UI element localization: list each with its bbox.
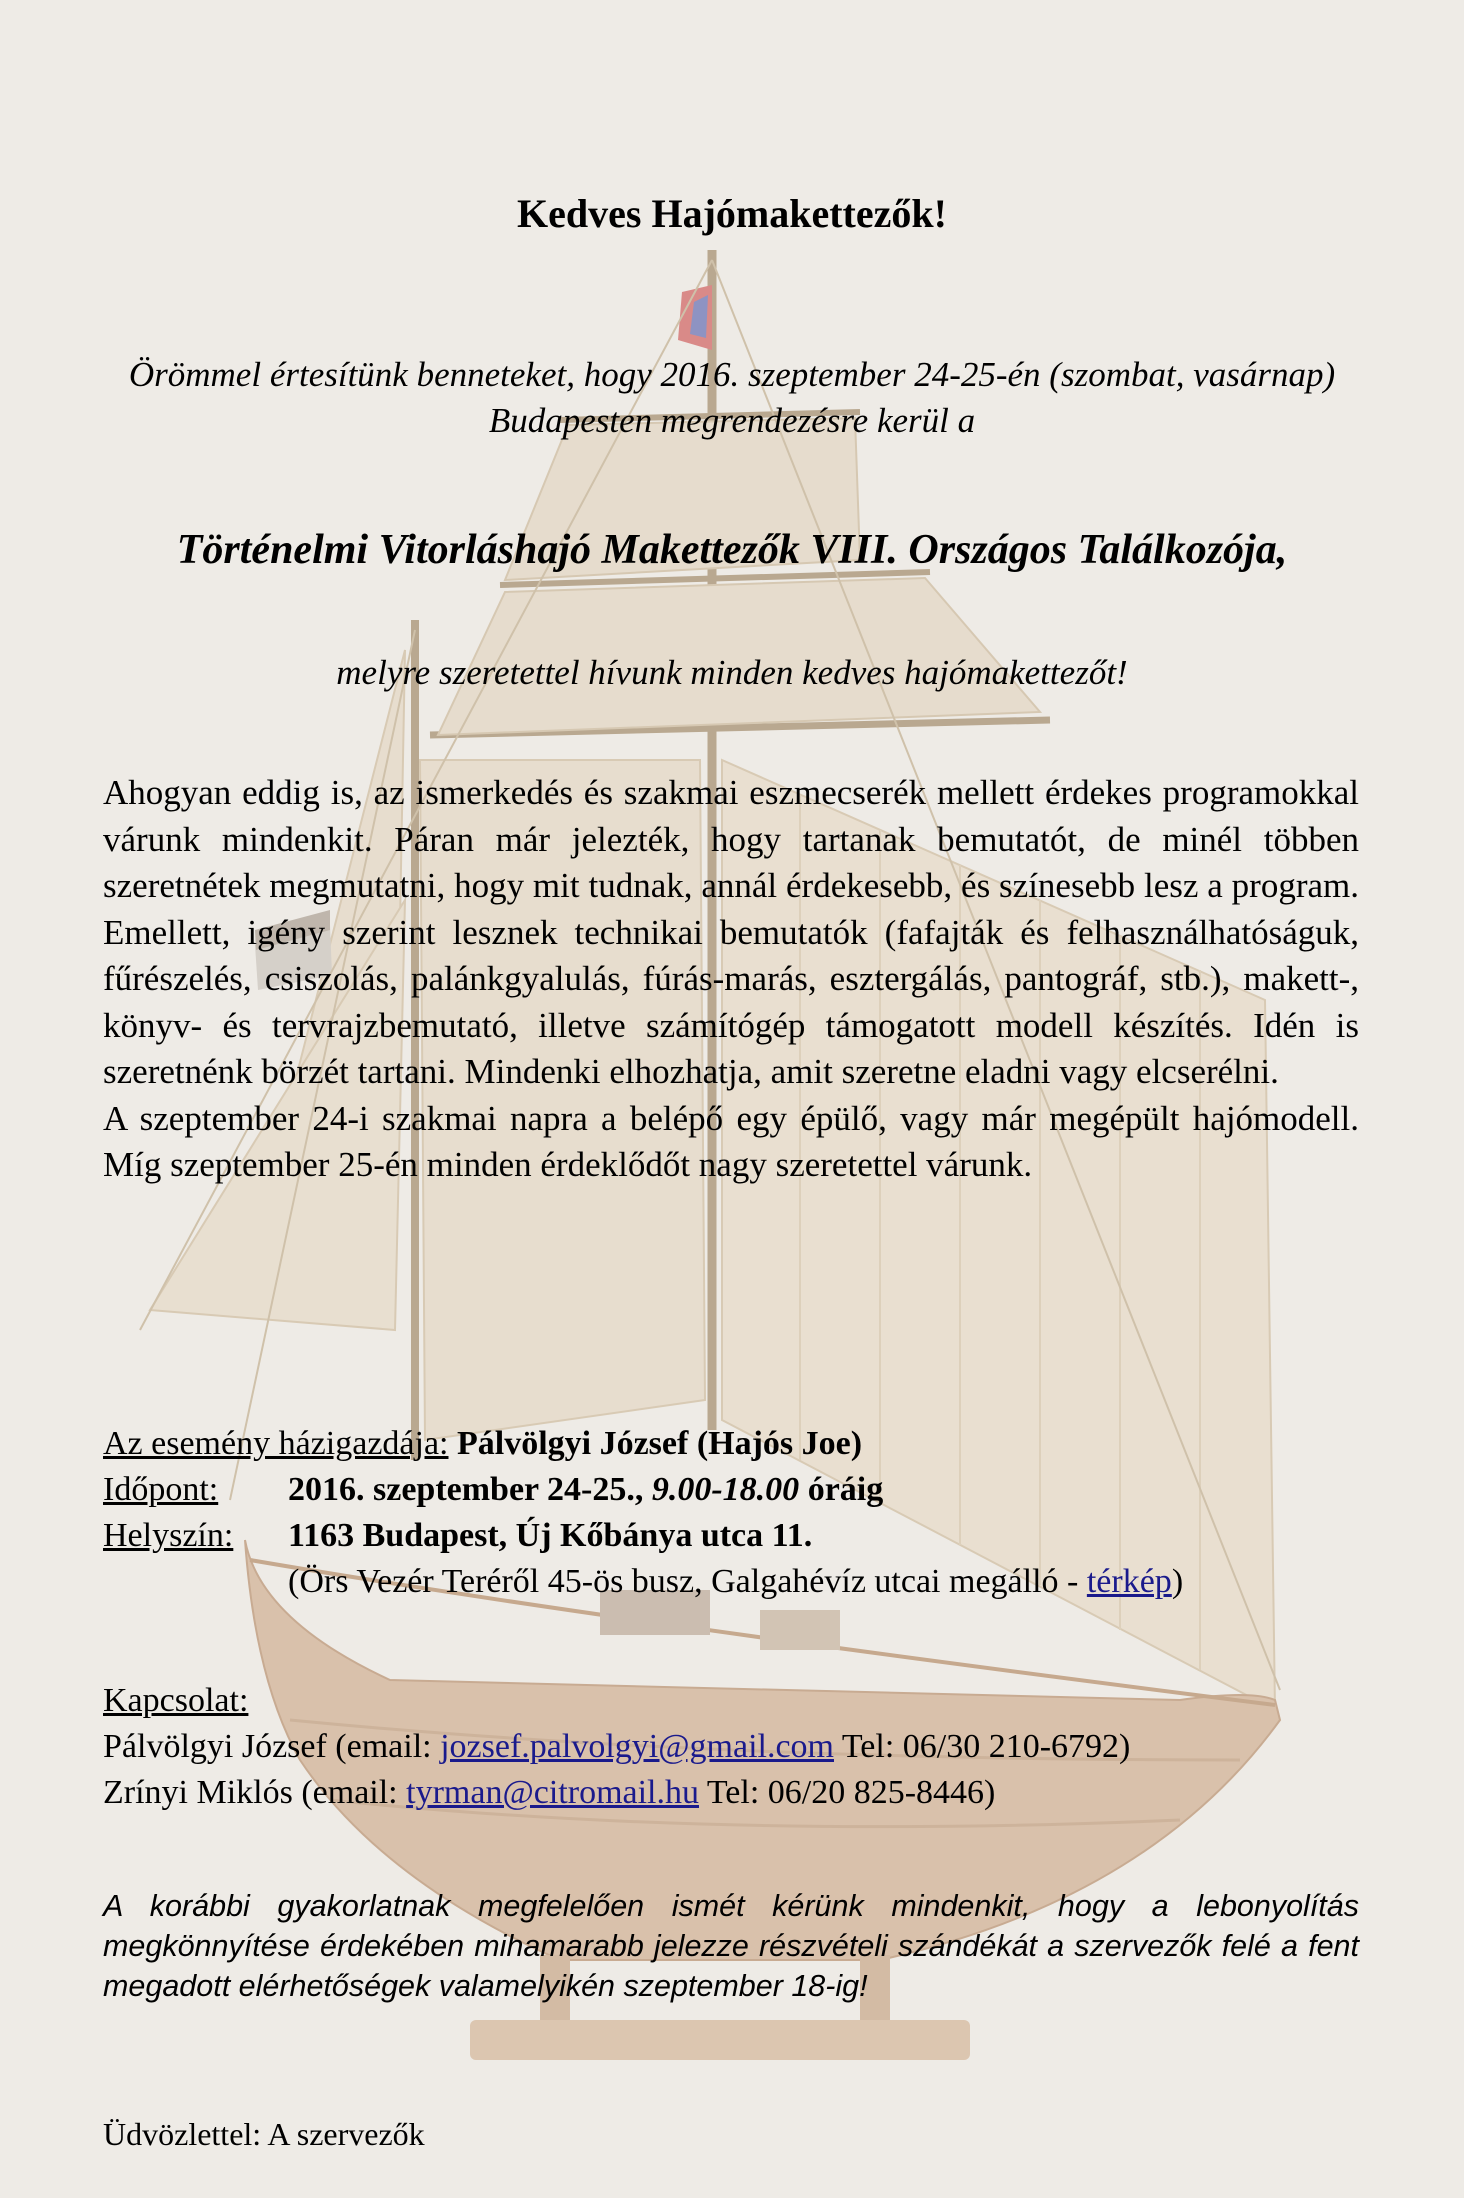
contact-1-prefix: Pálvölgyi József (email: [103, 1728, 441, 1765]
directions-row [103, 1559, 1403, 1605]
contact-heading-row [103, 1678, 1403, 1724]
contact-1-suffix: Tel: 06/30 210-6792) [834, 1728, 1131, 1765]
body-paragraph-2: A szeptember 24-i szakmai napra a belépő egy épülő, vagy már megépült hajómodell. Míg szeptember 25-én minden érdeklődőt nagy szeretettel várunk. [103, 1098, 1359, 1184]
map-link[interactable]: térkép [1086, 1563, 1172, 1600]
contact-2-email-link[interactable]: tyrman@citromail.hu [406, 1774, 699, 1811]
contact-heading: Kapcsolat: [103, 1682, 249, 1719]
body-text [103, 770, 1359, 1189]
intro-line-1: Örömmel értesítünk benneteket, hogy 2016. szeptember 24-25-én (szombat, vasárnap) [128, 355, 1336, 394]
time-value [288, 1467, 883, 1513]
contact-1-email-link[interactable]: jozsef.palvolgyi@gmail.com [440, 1728, 834, 1765]
contact-person-1 [103, 1724, 1403, 1770]
event-details [103, 1421, 1403, 1605]
host-label: Az esemény házigazdája: [103, 1425, 449, 1462]
place-label: Helyszín: [103, 1517, 234, 1554]
contact-section [103, 1678, 1403, 1816]
host-row [103, 1421, 1403, 1467]
directions-close: ) [1171, 1563, 1184, 1600]
time-date: 2016. szeptember 24-25., [288, 1471, 644, 1508]
host-value: Pálvölgyi József (Hajós Joe) [456, 1425, 863, 1462]
place-value: 1163 Budapest, Új Kőbánya utca 11. [288, 1517, 813, 1554]
contact-2-prefix: Zrínyi Miklós (email: [103, 1774, 407, 1811]
directions-text: (Örs Vezér Teréről 45-ös busz, Galgahévíz utcai megálló - [288, 1563, 1087, 1600]
time-hours: 9.00-18.00 [651, 1471, 800, 1508]
page-title: Kedves Hajómakettezők! [517, 191, 947, 236]
intro-text [0, 352, 1464, 444]
intro-line-2: Budapesten megrendezésre kerül a [488, 401, 976, 440]
registration-notice: A korábbi gyakorlatnak megfelelően ismét kérünk mindenkit, hogy a lebonyolítás megkönnyítése érdekében mihamarabb jelezze részvételi szándékát a szervezők felé a fent megadott elérhetőségek valamelyikén szeptember 18-ig! [103, 1889, 1359, 2003]
contact-2-suffix: Tel: 06/20 825-8446) [699, 1774, 996, 1811]
closing-signature: Üdvözlettel: A szervezők [103, 2116, 425, 2152]
contact-person-2 [103, 1770, 1403, 1816]
time-row [103, 1467, 1403, 1513]
event-name: Történelmi Vitorláshajó Makettezők VIII. Országos Találkozója, [176, 527, 1288, 573]
time-label: Időpont: [103, 1471, 219, 1508]
invite-text: melyre szeretettel hívunk minden kedves hajómakettezőt! [336, 653, 1128, 692]
body-paragraph-1: Ahogyan eddig is, az ismerkedés és szakmai eszmecserék mellett érdekes programokkal várunk mindenkit. Páran már jelezték, hogy tartanak bemutatót, de minél többen szeretnétek megmutatni, hogy mit tudnak, annál érdekesebb, és színesebb lesz a program. Emellett, igény szerint lesznek technikai bemutatók (fafajták és felhasználhatóságuk, fűrészelés, csiszolás, palánkgyalulás, fúrás-marás, esztergálás, pantográf, stb.), makett-, könyv- és tervrajzbemutató, illetve számítógép támogatott modell készítés. Idén is szeretnénk börzét tartani. Mindenki elhozhatja, amit szeretne eladni vagy elcserélni. [103, 773, 1359, 1091]
place-row [103, 1513, 1403, 1559]
time-suffix: óráig [807, 1471, 884, 1508]
